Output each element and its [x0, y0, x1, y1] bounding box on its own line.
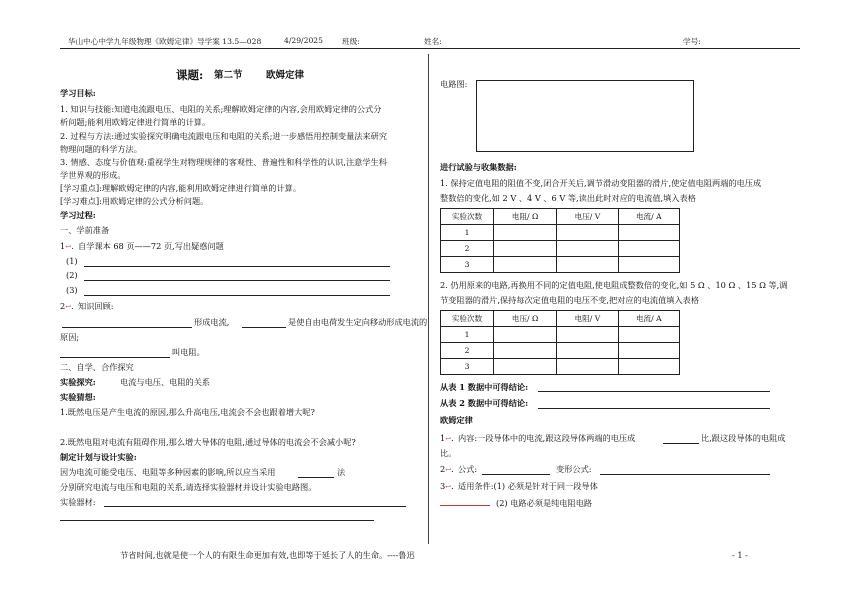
conclusion-2-label: 从表 2 数据中可得结论:	[440, 398, 529, 408]
formula-blank	[482, 474, 550, 475]
row-number: 2	[441, 241, 494, 257]
data-cell[interactable]	[494, 327, 557, 343]
part-2-heading: 二、自学、合作探究	[60, 362, 134, 372]
guess-2: 2.既然电阻对电流有阻碍作用,那么增大导体的电阻,通过导体的电流会不会减小呢?	[60, 437, 356, 447]
plan-label: 制定计划与设计实验:	[60, 452, 137, 462]
header-student-no-label: 学号:	[683, 37, 701, 46]
table-row	[441, 241, 680, 257]
law-content-b: 比,跟这段导体的电阻成	[701, 433, 786, 443]
header-rule	[60, 48, 800, 49]
row-number: 1	[441, 327, 494, 343]
data-cell[interactable]	[494, 225, 557, 241]
arrow-icon: ↩	[65, 243, 72, 251]
header-class-label: 班级:	[342, 37, 360, 46]
review-text-c: 原因;	[60, 332, 80, 342]
collect-heading: 进行试验与收集数据:	[440, 162, 517, 172]
experiment-1-line-b: 整数倍的变化,如 2 V 、4 V 、6 V 等,读出此时对应的电流值,填入表格	[440, 193, 696, 203]
plan-text-a: 因为电流可能受电压、电阻等多种因素的影响,所以应当采用	[60, 467, 276, 477]
question-2-label: (2)	[66, 270, 78, 280]
condition-2: (2) 电路必须是纯电阻电路	[496, 498, 593, 508]
header-school: 华山中心中学九年级物理《欧姆定律》导学案 13.5—028	[68, 37, 262, 46]
goal-3-line-a: 3. 情感、态度与价值观:重视学生对物理规律的客观性、普遍性和科学性的认识,注意学生科	[60, 157, 387, 167]
circuit-label: 电路图:	[440, 79, 468, 89]
goal-1-line-a: 1. 知识与技能:知道电流跟电压、电阻的关系;理解欧姆定律的内容,会用欧姆定律的公式分	[60, 104, 382, 114]
data-cell[interactable]	[557, 343, 618, 359]
equipment-line-2	[60, 520, 374, 521]
lesson-title-label: 课题:	[176, 68, 204, 82]
law-blank-1	[663, 443, 699, 444]
experiment-2-line-a: 2. 仍用原来的电路,再换用不同的定值电阻,使电阻成整数倍的变化,如 5 Ω 、10 Ω 、15 Ω 等,调	[440, 280, 788, 290]
lesson-section: 第二节	[214, 70, 243, 81]
question-2-line	[84, 280, 390, 281]
data-cell[interactable]	[557, 327, 618, 343]
row-number: 1	[441, 225, 494, 241]
data-cell[interactable]	[557, 257, 618, 273]
item-2-text: 知识回顾:	[78, 301, 114, 311]
item-2-number: 2↩.	[60, 301, 74, 311]
data-cell[interactable]	[618, 241, 679, 257]
table-row	[441, 257, 680, 273]
row-number: 3	[441, 359, 494, 375]
key-point: [学习重点]:理解欧姆定律的内容,能利用欧姆定律进行简单的计算。	[60, 183, 302, 193]
table-header-cell: 电压/ Ω	[494, 311, 557, 327]
data-table-1	[440, 208, 680, 273]
formula-alt-blank	[600, 474, 770, 475]
data-cell[interactable]	[557, 225, 618, 241]
goal-1-line-b: 析问题;能利用欧姆定律进行简单的计算。	[60, 117, 211, 127]
table-row	[441, 359, 680, 375]
question-3-line	[84, 295, 390, 296]
ohm-law-heading: 欧姆定律	[440, 415, 473, 425]
law-number-3: 3↩.	[440, 481, 454, 491]
footer-quote: 节省时间,也就是使一个人的有限生命更加有效,也即等于延长了人的生命。----鲁迅	[120, 550, 415, 560]
review-text-a: 形成电流,	[194, 317, 230, 327]
data-cell[interactable]	[618, 343, 679, 359]
goal-2-line-a: 2. 过程与方法:通过实验探究明确电流跟电压和电阻的关系;进一步感悟用控制变量法来研究	[60, 131, 388, 141]
table-header-cell: 实验次数	[441, 209, 494, 225]
goal-2-line-b: 物理问题的科学方法。	[60, 144, 142, 154]
law-number-1: 1↩.	[440, 433, 454, 443]
table-header-cell: 电阻/ Ω	[494, 209, 557, 225]
data-cell[interactable]	[618, 359, 679, 375]
plan-text-c: 分别研究电流与电压和电阻的关系,请选择实验器材并设计实验电路图。	[60, 482, 317, 492]
column-divider	[428, 54, 429, 544]
plan-text-b: 法	[337, 467, 346, 477]
question-1-line	[84, 266, 390, 267]
data-cell[interactable]	[494, 241, 557, 257]
data-cell[interactable]	[494, 359, 557, 375]
part-1-heading: 一、学前准备	[60, 225, 110, 235]
item-1-text: 自学课本 68 页——72 页,写出疑惑问题	[78, 241, 224, 251]
data-cell[interactable]	[618, 257, 679, 273]
data-cell[interactable]	[618, 327, 679, 343]
row-number: 3	[441, 257, 494, 273]
conclusion-1-label: 从表 1 数据中可得结论:	[440, 382, 529, 392]
difficulty-point: [学习难点]:用欧姆定律的公式分析问题。	[60, 196, 209, 206]
guess-1: 1.既然电压是产生电流的原因,那么升高电压,电流会不会也跟着增大呢?	[60, 407, 315, 417]
guess-label: 实验猜想:	[60, 392, 96, 402]
data-cell[interactable]	[557, 241, 618, 257]
review-blank-2	[242, 327, 286, 328]
goals-heading: 学习目标:	[60, 88, 96, 98]
table-header-cell: 电压/ V	[557, 209, 618, 225]
item-1-number: 1↩.	[60, 241, 74, 251]
review-blank-1	[62, 327, 192, 328]
review-blank-3	[60, 357, 170, 358]
table-header-cell: 电阻/ V	[557, 311, 618, 327]
table-header-row	[441, 311, 680, 327]
arrow-icon: ↩	[445, 483, 452, 491]
condition-1: 适用条件:(1) 必须是针对于同一段导体	[458, 481, 598, 491]
circuit-diagram-box	[476, 80, 694, 152]
plan-blank	[298, 477, 334, 478]
header-name-label: 姓名:	[424, 37, 442, 46]
header-date: 4/29/2025	[284, 36, 323, 45]
equipment-label: 实验器材:	[60, 497, 96, 507]
condition-red-line	[440, 505, 490, 506]
explore-label: 实验探究:	[60, 377, 96, 387]
law-number-2: 2↩.	[440, 464, 454, 474]
table-row	[441, 225, 680, 241]
experiment-2-line-b: 节变阻器的滑片,保持每次定值电阻的电压不变,把对应的电流值填入表格	[440, 295, 700, 305]
page-number: - 1 -	[732, 550, 748, 560]
process-heading: 学习过程:	[60, 210, 96, 220]
equipment-line-1	[104, 506, 406, 507]
data-table-2	[440, 310, 680, 375]
explore-text: 电流与电压、电阻的关系	[120, 377, 211, 387]
law-content-c: 比。	[440, 448, 457, 458]
table-header-row	[441, 209, 680, 225]
arrow-icon: ↩	[65, 303, 72, 311]
goal-3-line-b: 学世界观的形成。	[60, 170, 126, 180]
formula-label: 公式:	[458, 464, 478, 474]
arrow-icon: ↩	[445, 466, 452, 474]
table-header-cell: 实验次数	[441, 311, 494, 327]
lesson-topic: 欧姆定律	[266, 70, 305, 81]
conclusion-2-line	[538, 408, 770, 409]
arrow-icon: ↩	[445, 435, 452, 443]
data-cell[interactable]	[494, 257, 557, 273]
data-cell[interactable]	[557, 359, 618, 375]
conclusion-1-line	[538, 391, 770, 392]
data-cell[interactable]	[618, 225, 679, 241]
law-content-a: 内容:一段导体中的电流,跟这段导体两端的电压成	[458, 433, 636, 443]
review-text-d: 叫电阻。	[172, 347, 205, 357]
question-3-label: (3)	[66, 285, 78, 295]
review-text-b: 是使自由电荷发生定向移动形成电流的	[288, 317, 428, 327]
table-row	[441, 327, 680, 343]
table-header-cell: 电流/ A	[618, 209, 679, 225]
experiment-1-line-a: 1. 保持定值电阻的阻值不变,闭合开关后,调节滑动变阻器的滑片,使定值电阻两端的电压成	[440, 178, 762, 188]
table-header-cell: 电流/ A	[618, 311, 679, 327]
data-cell[interactable]	[494, 343, 557, 359]
table-row	[441, 343, 680, 359]
row-number: 2	[441, 343, 494, 359]
question-1-label: (1)	[66, 256, 78, 266]
formula-alt-label: 变形公式:	[556, 464, 592, 474]
